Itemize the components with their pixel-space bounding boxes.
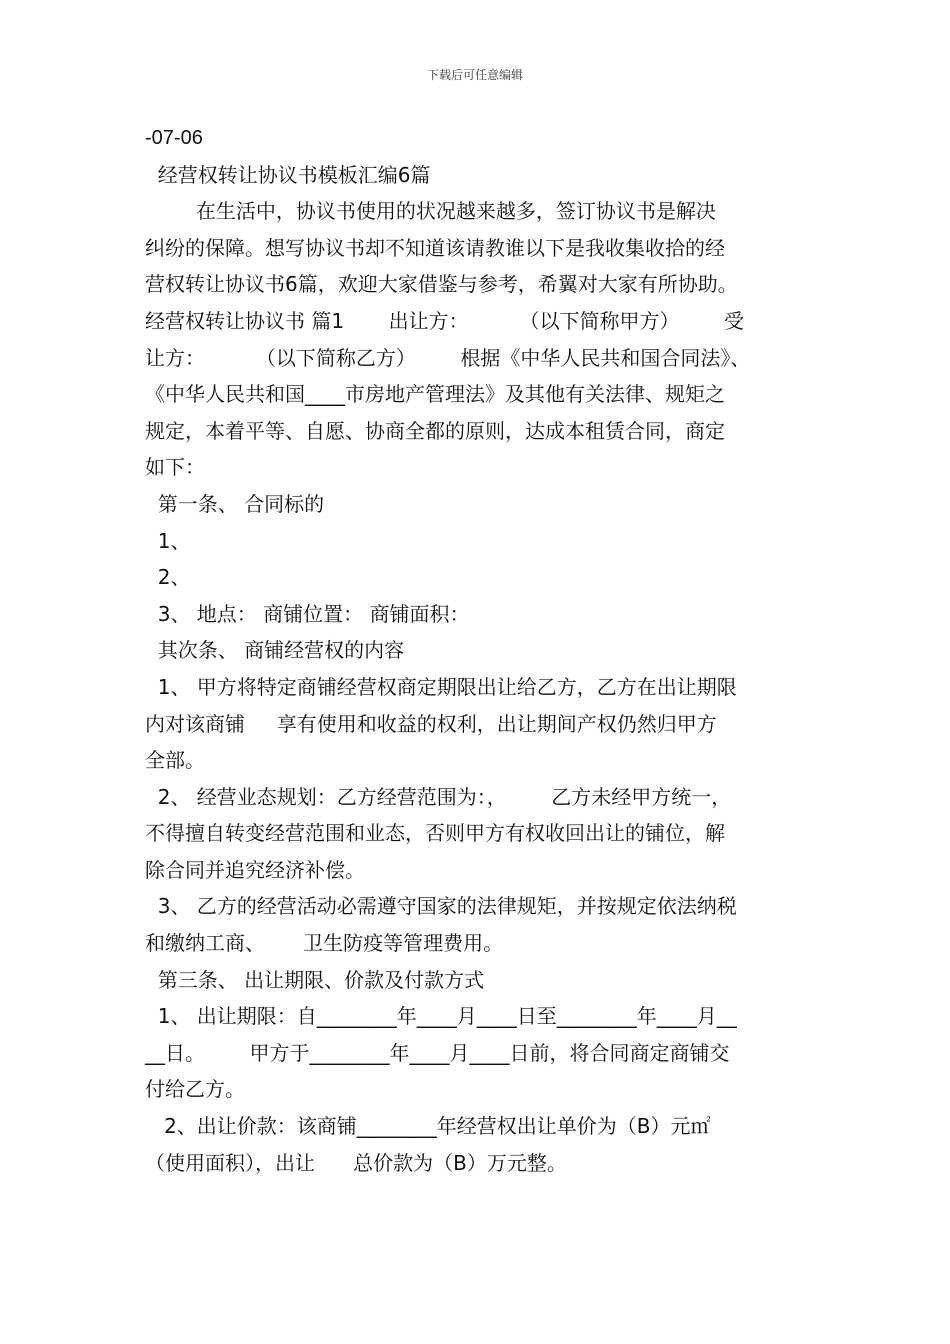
paragraph-line: 纠纷的保障。想写协议书却不知道该请教谁以下是我收集收拾的经	[145, 235, 725, 260]
paragraph-line: 《中华人民共和国____市房地产管理法》及其他有关法律、规矩之	[145, 382, 725, 407]
document-body	[145, 120, 810, 1181]
document-title	[145, 157, 810, 194]
paragraph-line: 如下：	[145, 455, 205, 480]
document-date: -07-06	[145, 127, 203, 149]
paragraph-line: __日。 甲方于________年____月____日前，将合同商定商铺交	[145, 1040, 730, 1065]
paragraph-line: 全部。	[145, 748, 205, 773]
paragraph-line: 内对该商铺 享有使用和收益的权利，出让期间产权仍然归甲方	[145, 711, 717, 736]
list-item: 2、 经营业态规划：乙方经营范围为：， 乙方未经甲方统一，	[145, 784, 732, 809]
paragraph-line: 付给乙方。	[145, 1077, 245, 1102]
list-item: 1、	[145, 528, 191, 553]
list-item: 2、	[145, 565, 191, 590]
list-item: 1、 甲方将特定商铺经营权商定期限出让给乙方，乙方在出让期限	[145, 674, 737, 699]
list-item: 1、 出让期限：自________年____月____日至________年____月__	[145, 1004, 737, 1029]
section-heading: 第三条、 出让期限、价款及付款方式	[145, 967, 485, 992]
document-title-text: 经营权转让协议书模板汇编6篇	[157, 162, 431, 187]
paragraph-line: 和缴纳工商、 卫生防疫等管理费用。	[145, 931, 504, 956]
paragraph-line: 在生活中，协议书使用的状况越来越多，签订协议书是解决	[145, 199, 716, 224]
header-note: 下载后可任意编辑	[426, 68, 523, 82]
paragraph-line: （使用面积），出让 总价款为（B）万元整。	[145, 1150, 567, 1175]
list-item: 3、 乙方的经营活动必需遵守国家的法律规矩，并按规定依法纳税	[145, 894, 737, 919]
paragraph-line: 营权转让协议书6篇，欢迎大家借鉴与参考，希翼对大家有所协助。	[145, 272, 738, 297]
section-heading: 其次条、 商铺经营权的内容	[145, 638, 405, 663]
list-item: 3、 地点： 商铺位置： 商铺面积：	[145, 601, 470, 626]
paragraph-line: 除合同并追究经济补偿。	[145, 857, 365, 882]
list-item: 2、出让价款：该商铺________年经营权出让单价为（B）元㎡	[145, 1114, 711, 1139]
section-heading: 第一条、 合同标的	[145, 491, 325, 516]
paragraph-line: 经营权转让协议书 篇1 出让方： （以下简称甲方） 受	[145, 308, 744, 333]
paragraph-line: 不得擅自转变经营范围和业态，否则甲方有权收回出让的铺位，解	[145, 821, 725, 846]
paragraph-line: 让方： （以下简称乙方） 根据《中华人民共和国合同法》、	[145, 345, 751, 370]
paragraph-line: 规定，本着平等、自愿、协商全都的原则，达成本租赁合同，商定	[145, 418, 725, 443]
